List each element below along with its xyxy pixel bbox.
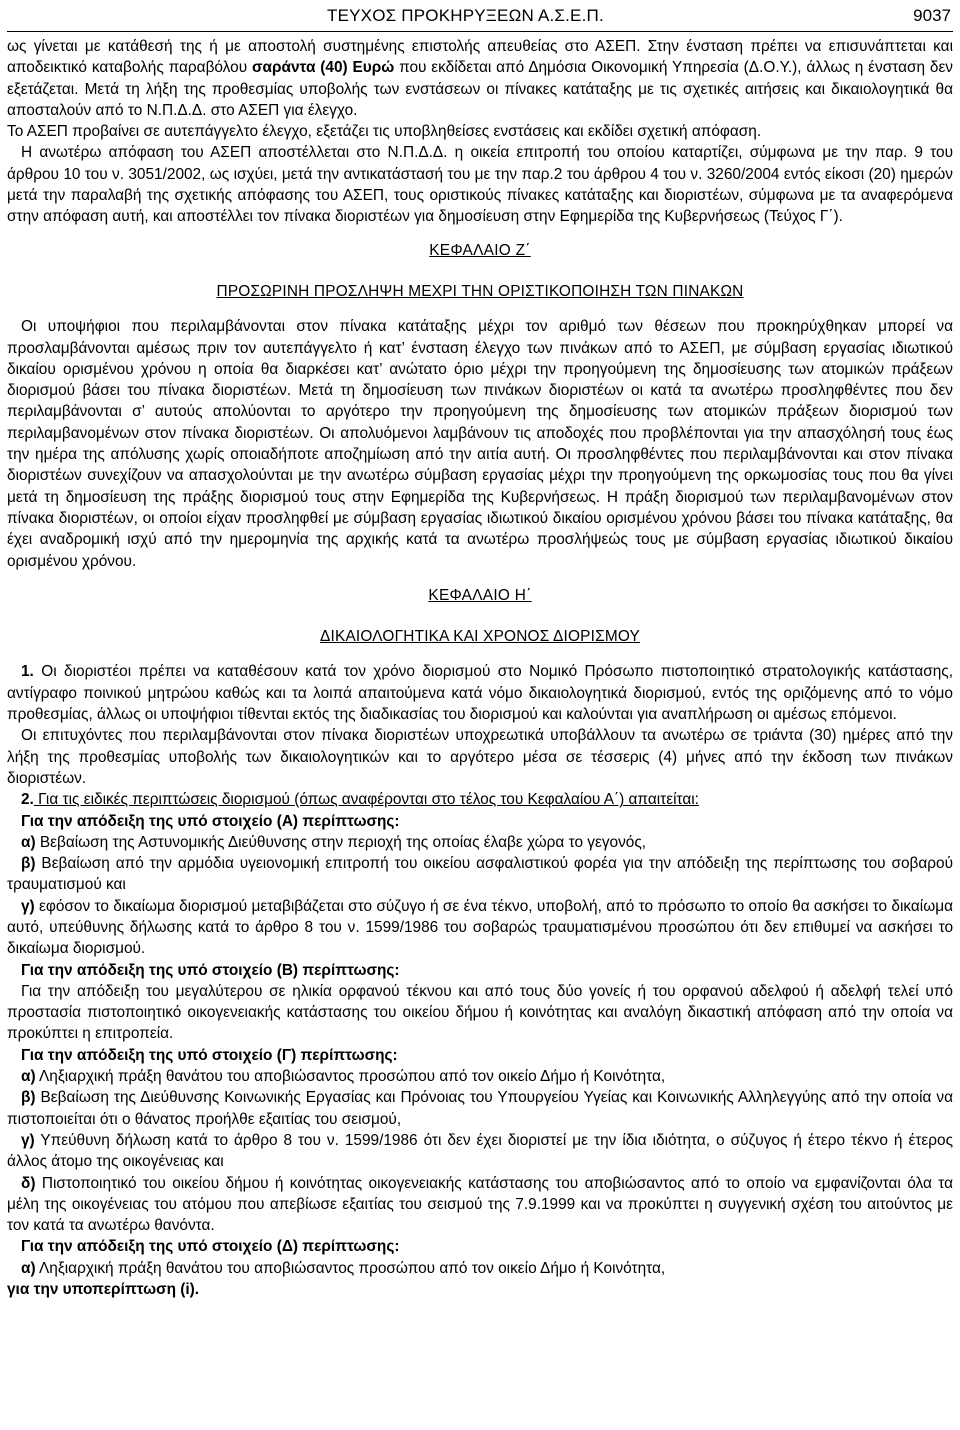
case-a-item: α) Βεβαίωση της Αστυνομικής Διεύθυνσης στην περιοχή της οποίας έλαβε χώρα το γεγονός, [21, 833, 647, 851]
case-c-item: δ) Πιστοποιητικό του οικείου δήμου ή κοινότητας οικογενειακής κατάστασης του αποβιώσαντος από το οποίο να εμφανίζονται όλα τα μέλη της οικογένειας του ατόμου που απεβίωσε εξαιτίας του σεισμού της 7.9.1999 και να προκύπτει η συγγενική σχέση του αιτούντος με τον κατά τα ανωτέρω θανόντα. [7, 1174, 953, 1235]
chapter-h-heading: ΔΙΚΑΙΟΛΟΓΗΤΙΚΑ ΚΑΙ ΧΡΟΝΟΣ ΔΙΟΡΙΣΜΟΥ [320, 628, 640, 646]
case-b-text: Για την απόδειξη του μεγαλύτερου σε ηλικία ορφανού τέκνου και από τους δύο γονείς ή του ορφανού αδελφού ή αδελφή τελεί υπό προστασία πιστοποιητικό οικογενειακής κατάστασης του οικείου δήμου ή κοινότητας και αναλόγη δικαστική απόφαση από την οποία να προκύπτει η επιτροπεία. [7, 982, 953, 1043]
chapter-z-heading: ΠΡΟΣΩΡΙΝΗ ΠΡΟΣΛΗΨΗ ΜΕΧΡΙ ΤΗΝ ΟΡΙΣΤΙΚΟΠΟΙΗΣΗ ΤΩΝ ΠΙΝΑΚΩΝ [216, 282, 744, 300]
page-number: 9037 [913, 6, 951, 25]
chapter-h-title: ΚΕΦΑΛΑΙΟ Η΄ [428, 586, 532, 604]
case-c-item: γ) Υπεύθυνη δήλωση κατά το άρθρο 8 του ν. 1599/1986 ότι δεν έχει διοριστεί με την ίδια ιδιότητα, ο σύζυγος ή έτερο τέκνο ή έτερος άλλος άτομο της οικογένειας και [7, 1131, 953, 1171]
paragraph-temporary-hiring: Οι υποψήφιοι που περιλαμβάνονται στον πίνακα κατάταξης μέχρι τον αριθμό των θέσεων που προκηρύχθηκαν μπορεί να προσλαμβάνονται αμέσως πριν τον αυτεπάγγελτο ή κατ’ ένσταση έλεγχο των πινάκων από το ΑΣΕΠ, με σύμβαση εργασίας ιδιωτικού δικαίου ορισμένου χρόνου η οποία θα διαρκέσει κατ’ ανώτατο όριο μέχρι την προηγούμενη της δημοσίευσης των ατομικών πράξεων διορισμού βάσει του πίνακα διοριστέων. Μετά τη δημοσίευση των πινάκων διοριστέων οι κατά τα ανωτέρω προσληφθέντες που δεν περιλαμβάνονται σ’ αυτούς απολύονται το αργότερο την προηγούμενη της δημοσίευσης των ατομικών πράξεων διορισμού των περιλαμβανομένων στον πίνακα διοριστέων. Οι απολυόμενοι λαμβάνουν τις αποδοχές που προβλέπονται για την απασχόλησή τους έως την ημέρα της απόλυσης χωρίς οποιαδήποτε αποζημίωση από την αιτία αυτή. Οι προσληφθέντες που περιλαμβάνονται και στον πίνακα διοριστέων συνεχίζουν να απασχολούνται με την ανωτέρω σύμβαση εργασίας μέχρι την προηγούμενη της ορκωμοσίας τους που θα γίνει μετά τη δημοσίευση της πράξης διορισμού τους στην Εφημερίδα της Κυβερνήσεως. Η πράξη διορισμού των περιλαμβανομένων στον πίνακα διοριστέων, οι οποίοι είχαν προσληφθεί με σύμβαση εργασίας ιδιωτικού δικαίου ορισμένου χρόνου βάσει του πίνακα κατάταξης, θα έχει αναδρομική ισχύ από την ημερομηνία της αρχικής κατά τα ανωτέρω προσλήψεώς τους με σύμβαση εργασίας ιδιωτικού δικαίου ορισμένου χρόνου. [7, 318, 953, 570]
case-b-heading: Για την απόδειξη της υπό στοιχείο (Β) περίπτωσης: [21, 961, 400, 979]
issue-title: ΤΕΥΧΟΣ ΠΡΟΚΗΡΥΞΕΩΝ Α.Σ.Ε.Π. [327, 6, 604, 25]
case-d-item: α) Ληξιαρχική πράξη θανάτου του αποβιώσαντος προσώπου από τον οικείο Δήμο ή Κοινότητα, [21, 1259, 666, 1277]
case-a-item: β) Βεβαίωση από την αρμόδια υγειονομική επιτροπή του οικείου ασφαλιστικού φορέα για την απόδειξη της περίπτωσης του σοβαρού τραυματισμού και [7, 855, 953, 894]
paragraph-item-2: 2. Για τις ειδικές περιπτώσεις διορισμού (όπως αναφέρονται στο τέλος του Κεφαλαίου Α΄) απαιτείται: [21, 791, 699, 809]
case-d-heading: Για την απόδειξη της υπό στοιχείο (Δ) περίπτωσης: [21, 1238, 400, 1256]
case-c-item: α) Ληξιαρχική πράξη θανάτου του αποβιώσαντος προσώπου από τον οικείο Δήμο ή Κοινότητα, [21, 1068, 666, 1086]
fee-amount: σαράντα (40) Ευρώ [251, 59, 395, 77]
case-d-sub: για την υποπερίπτωση (i). [7, 1281, 200, 1299]
case-c-item: β) Βεβαίωση της Διεύθυνσης Κοινωνικής Εργασίας και Πρόνοιας του Υπουργείου Υγείας και Κοινωνικής Αλληλεγγύης από την οποία να πιστοποιείται ότι ο θάνατος προήλθε εξαιτίας του σεισμού, [7, 1089, 953, 1128]
paragraph-deadlines: Οι επιτυχόντες που περιλαμβάνονται στον πίνακα διοριστέων υποχρεωτικά υποβάλλουν τα ανωτέρω σε τριάντα (30) ημέρες από την λήξη της προθεσμίας υποβολής των δικαιολογητικών και το αργότερο μέσα σε τέσσερις (4) μήνες από την έκδοση των πινάκων διοριστέων. [7, 727, 953, 787]
page-header [7, 2, 953, 32]
paragraph-item-1: 1. Οι διοριστέοι πρέπει να καταθέσουν κατά τον χρόνο διορισμού στο Νομικό Πρόσωπο πιστοποιητικό στρατολογικής κατάστασης, αντίγραφο ποινικού μητρώου καθώς και τα λοιπά απαιτούμενα κατά νόμο δικαιολογητικά διορισμού, εντός της οριζόμενης από το νόμο προθεσμίας, άλλως οι υποψήφιοι τίθενται εκτός της διαδικασίας του διορισμού και καλούνται για αναπλήρωση οι αμέσως επόμενοι. [7, 663, 953, 724]
case-a-heading: Για την απόδειξη της υπό στοιχείο (Α) περίπτωσης: [21, 812, 400, 830]
chapter-z-title: ΚΕΦΑΛΑΙΟ Ζ΄ [429, 241, 531, 259]
paragraph-final-tables: Η ανωτέρω απόφαση του ΑΣΕΠ αποστέλλεται στο Ν.Π.Δ.Δ. η οικεία επιτροπή του οποίου καταρτίζει, σύμφωνα με την παρ. 9 του άρθρου 10 του ν. 3051/2002, ως ισχύει, μετά την αντικατάστασή του με την παρ.2 του άρθρου 4 του ν. 3260/2004 εντός είκοσι (20) ημερών μετά την παραλαβή της σχετικής απόφασης του ΑΣΕΠ, τους οριστικούς πίνακες κατάταξης και διοριστέων, σύμφωνα με τα αναφερόμενα στην απόφαση αυτή, και αποστέλλει τον πίνακα διοριστέων για δημοσίευση στην Εφημερίδα της Κυβερνήσεως (Τεύχος Γ΄). [7, 144, 953, 226]
case-c-heading: Για την απόδειξη της υπό στοιχείο (Γ) περίπτωσης: [21, 1046, 398, 1064]
paragraph-asep-review: Το ΑΣΕΠ προβαίνει σε αυτεπάγγελτο έλεγχο, εξετάζει τις υποβληθείσες ενστάσεις και εκδίδει σχετική απόφαση. [7, 123, 762, 141]
paragraph-objection: ως γίνεται με κατάθεσή της ή με αποστολή συστημένης επιστολής απευθείας στο ΑΣΕΠ. Στην ένσταση πρέπει να επισυνάπτεται και αποδεικτικό καταβολής παραβόλου σαράντα (40) Ευρώ που εκδίδεται από Δημόσια Οικονομική Υπηρεσία (Δ.Ο.Υ.), άλλως η ένσταση δεν εξετάζεται. Μετά τη λήξη της προθεσμίας υποβολής των ενστάσεων οι πίνακες κατάταξης με τις σχετικές αιτήσεις και δικαιολογητικά θα αποσταλούν από το Ν.Π.Δ.Δ. στο ΑΣΕΠ για έλεγχο. [7, 38, 954, 119]
case-a-item: γ) εφόσον το δικαίωμα διορισμού μεταβιβάζεται στο σύζυγο ή σε ένα τέκνο, υποβολή, από το πρόσωπο το οποίο θα ασκήσει το δικαίωμα αυτό, υπεύθυνης δήλωσης κατά το άρθρο 8 του ν. 1599/1986 του σοβαρώς τραυματισμένου προσώπου ότι δεν επιθυμεί να ασκήσει το δικαίωμα διορισμού. [7, 897, 953, 958]
